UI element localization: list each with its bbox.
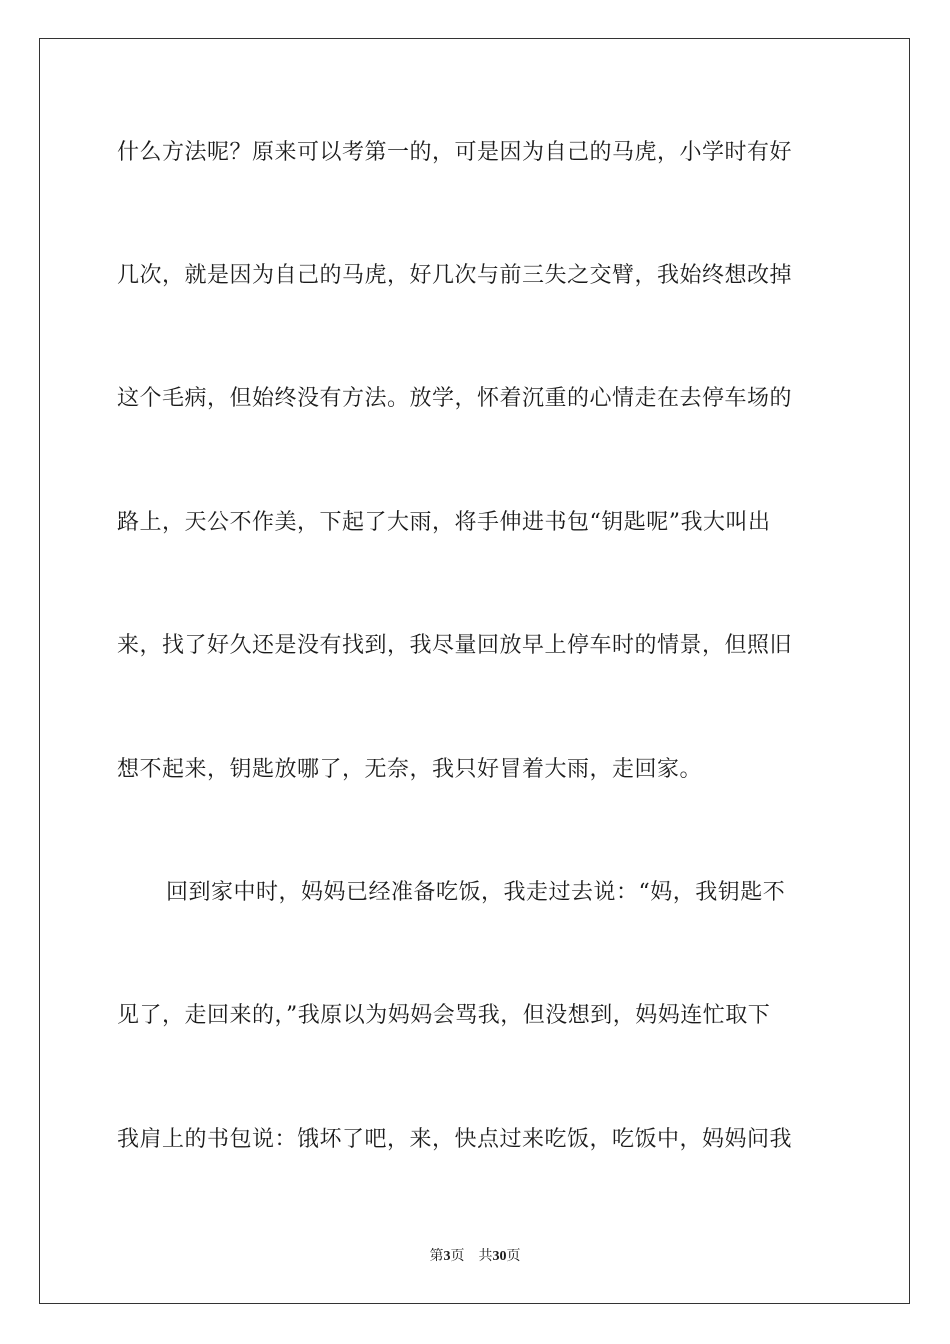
page-footer xyxy=(0,1247,950,1266)
total-pages: 30 xyxy=(492,1249,507,1264)
total-prefix: 共 xyxy=(478,1248,493,1264)
total-suffix: 页 xyxy=(506,1248,521,1264)
body-line: 几次，就是因为自己的马虎，好几次与前三失之交臂，我始终想改掉 xyxy=(117,263,793,288)
body-line: 来，找了好久还是没有找到，我尽量回放早上停车时的情景，但照旧 xyxy=(117,633,793,658)
body-line: 我肩上的书包说：饿坏了吧，来，快点过来吃饭，吃饭中，妈妈问我 xyxy=(117,1127,793,1152)
page-prefix: 第 xyxy=(429,1248,444,1264)
body-line: 想不起来，钥匙放哪了，无奈，我只好冒着大雨，走回家。 xyxy=(117,757,703,782)
body-line: 什么方法呢？原来可以考第一的，可是因为自己的马虎，小学时有好 xyxy=(117,140,793,165)
page-border xyxy=(39,38,910,1304)
body-line: 见了，走回来的，”我原以为妈妈会骂我，但没想到，妈妈连忙取下 xyxy=(117,1003,771,1028)
page-suffix: 页 xyxy=(450,1248,465,1264)
paragraph-first-line: 回到家中时，妈妈已经准备吃饭，我走过去说：“妈，我钥匙不 xyxy=(166,880,786,905)
body-line: 这个毛病，但始终没有方法。放学，怀着沉重的心情走在去停车场的 xyxy=(117,386,793,411)
page-number: 3 xyxy=(443,1249,451,1264)
body-line: 路上，天公不作美，下起了大雨，将手伸进书包“钥匙呢”我大叫出 xyxy=(117,510,771,535)
